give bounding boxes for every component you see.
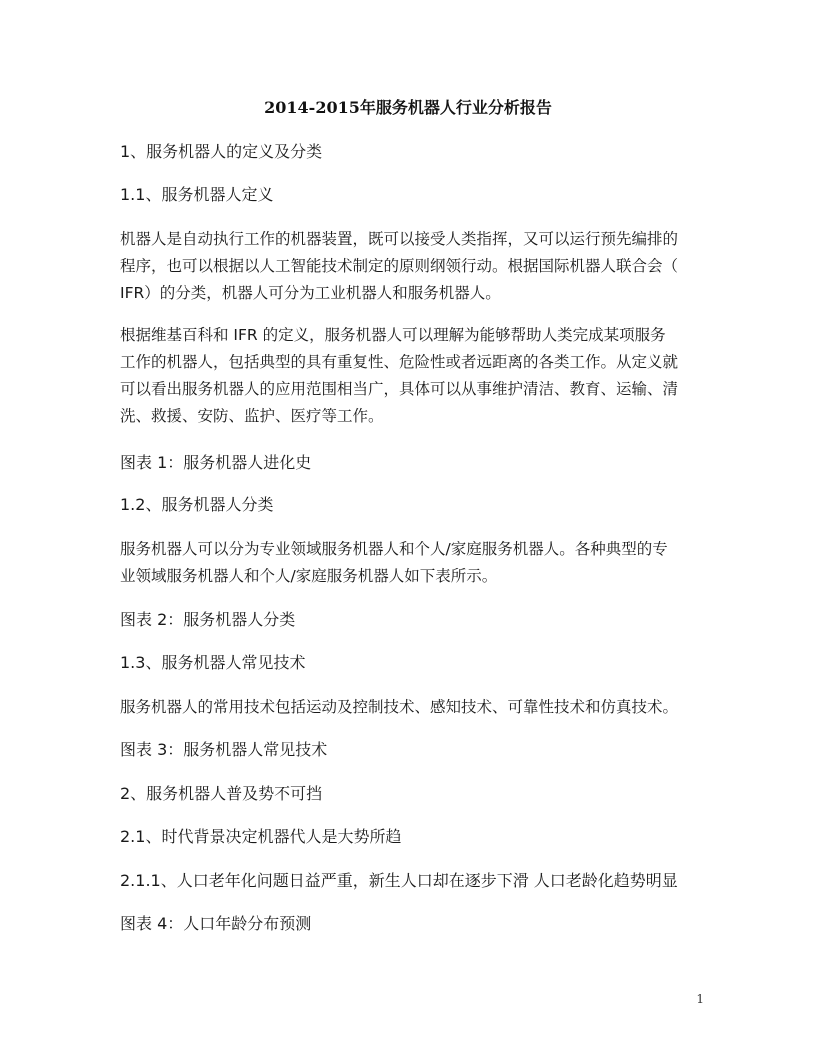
paragraph-line: 洗、救援、安防、监护、医疗等工作。 — [120, 407, 384, 425]
figure-caption-4: 图表 4：人口年龄分布预测 — [120, 914, 312, 933]
paragraph-line: 业领域服务机器人和个人/家庭服务机器人如下表所示。 — [120, 567, 498, 585]
paragraph-line: 程序，也可以根据以人工智能技术制定的原则纲领行动。根据国际机器人联合会（ — [120, 257, 679, 275]
paragraph-line: 服务机器人可以分为专业领域服务机器人和个人/家庭服务机器人。各种典型的专 — [120, 540, 668, 558]
paragraph-robot-definition — [120, 226, 698, 307]
paragraph-line: 根据维基百科和 IFR 的定义，服务机器人可以理解为能够帮助人类完成某项服务 — [120, 326, 666, 344]
section-heading-1-3: 1.3、服务机器人常见技术 — [120, 653, 306, 672]
figure-caption-1: 图表 1：服务机器人进化史 — [120, 453, 312, 472]
paragraph-line: 工作的机器人，包括典型的具有重复性、危险性或者远距离的各类工作。从定义就 — [120, 353, 679, 371]
page-number: 1 — [696, 992, 704, 1006]
figure-caption-2: 图表 2：服务机器人分类 — [120, 610, 296, 629]
figure-caption-3: 图表 3：服务机器人常见技术 — [120, 740, 328, 759]
paragraph-line: 机器人是自动执行工作的机器装置，既可以接受人类指挥，又可以运行预先编排的 — [120, 230, 679, 248]
paragraph-service-robot-definition — [120, 322, 698, 430]
section-heading-1-2: 1.2、服务机器人分类 — [120, 495, 274, 514]
section-heading-2: 2、服务机器人普及势不可挡 — [120, 784, 323, 803]
paragraph-technologies — [120, 694, 698, 721]
section-heading-2-1: 2.1、时代背景决定机器代人是大势所趋 — [120, 827, 402, 846]
section-heading-1-1: 1.1、服务机器人定义 — [120, 185, 274, 204]
section-heading-2-1-1: 2.1.1、人口老年化问题日益严重，新生人口却在逐步下滑 人口老龄化趋势明显 — [120, 871, 678, 890]
section-heading-1: 1、服务机器人的定义及分类 — [120, 142, 323, 161]
paragraph-classification — [120, 536, 698, 590]
paragraph-line: IFR）的分类，机器人可分为工业机器人和服务机器人。 — [120, 284, 501, 302]
paragraph-line: 服务机器人的常用技术包括运动及控制技术、感知技术、可靠性技术和仿真技术。 — [120, 698, 679, 716]
paragraph-line: 可以看出服务机器人的应用范围相当广，具体可以从事维护清洁、教育、运输、清 — [120, 380, 679, 398]
document-title: 2014-2015年服务机器人行业分析报告 — [264, 98, 552, 117]
